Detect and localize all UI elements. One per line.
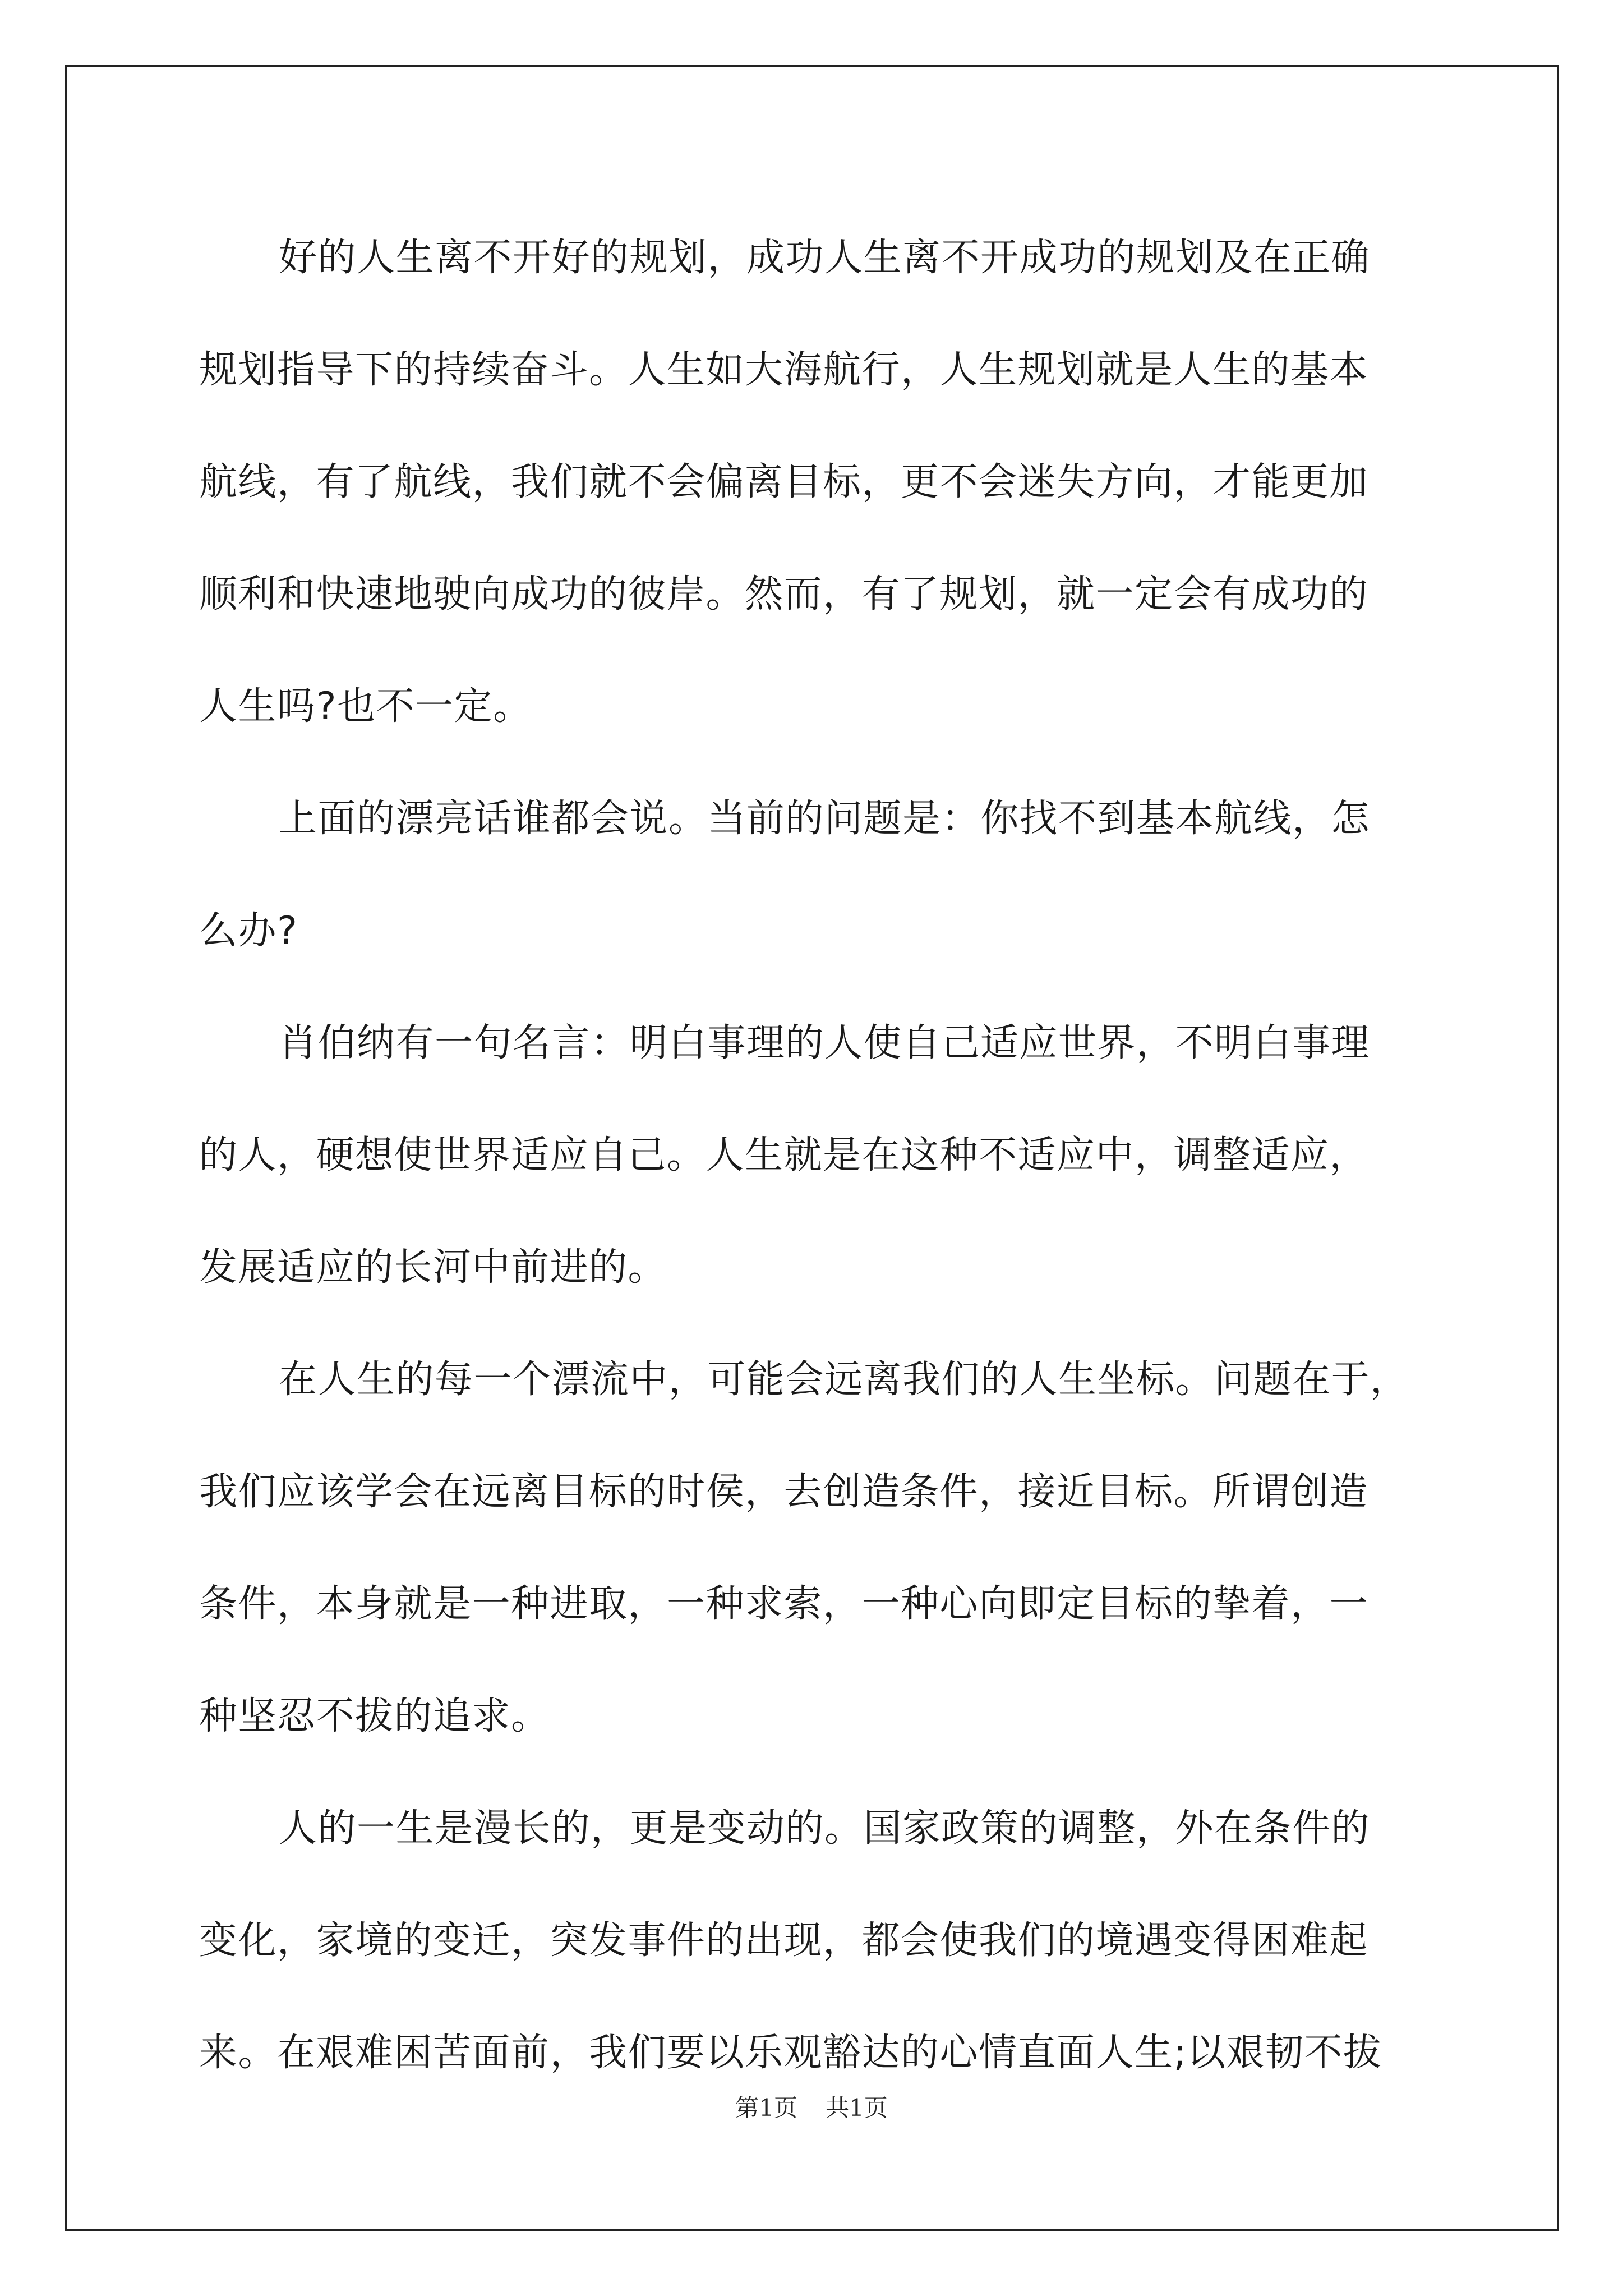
text-line: 种坚忍不拔的追求。 [199, 1694, 550, 1738]
text-line: 人的一生是漫长的，更是变动的。国家政策的调整，外在条件的 [279, 1806, 1371, 1851]
text-line: 在人生的每一个漂流中，可能会远离我们的人生坐标。问题在于， [279, 1358, 1409, 1402]
text-line: 我们应该学会在远离目标的时侯，去创造条件，接近目标。所谓创造 [199, 1470, 1369, 1514]
text-line: 么办? [199, 909, 298, 953]
text-line: 变化，家境的变迁，突发事件的出现，都会使我们的境遇变得困难起 [199, 1918, 1369, 1963]
text-line: 肖伯纳有一句名言：明白事理的人使自己适应世界，不明白事理 [279, 1021, 1371, 1065]
page-number: 第1页 [735, 2094, 797, 2122]
paragraph-5 [199, 1773, 1427, 2109]
text-line: 上面的漂亮话谁都会说。当前的问题是：你找不到基本航线，怎 [279, 797, 1371, 841]
paragraph-1 [199, 202, 1427, 763]
text-line: 顺利和快速地驶向成功的彼岸。然而，有了规划，就一定会有成功的 [199, 572, 1369, 616]
text-line: 发展适应的长河中前进的。 [199, 1245, 667, 1290]
total-pages: 共1页 [826, 2094, 888, 2122]
text-line: 来。在艰难困苦面前，我们要以乐观豁达的心情直面人生;以艰韧不拔 [199, 2031, 1382, 2075]
text-line: 人生吗?也不一定。 [199, 684, 532, 729]
paragraph-3 [199, 987, 1427, 1324]
text-line: 规划指导下的持续奋斗。人生如大海航行，人生规划就是人生的基本 [199, 348, 1369, 392]
text-line: 条件，本身就是一种进取，一种求索，一种心向即定目标的挚着，一 [199, 1582, 1369, 1626]
page-footer [0, 2090, 1623, 2123]
document-body [199, 202, 1427, 2109]
text-line: 好的人生离不开好的规划，成功人生离不开成功的规划及在正确 [279, 236, 1371, 280]
paragraph-4 [199, 1324, 1427, 1773]
paragraph-2 [199, 763, 1427, 987]
text-line: 的人，硬想使世界适应自己。人生就是在这种不适应中，调整适应， [199, 1133, 1369, 1177]
text-line: 航线，有了航线，我们就不会偏离目标，更不会迷失方向，才能更加 [199, 460, 1369, 504]
